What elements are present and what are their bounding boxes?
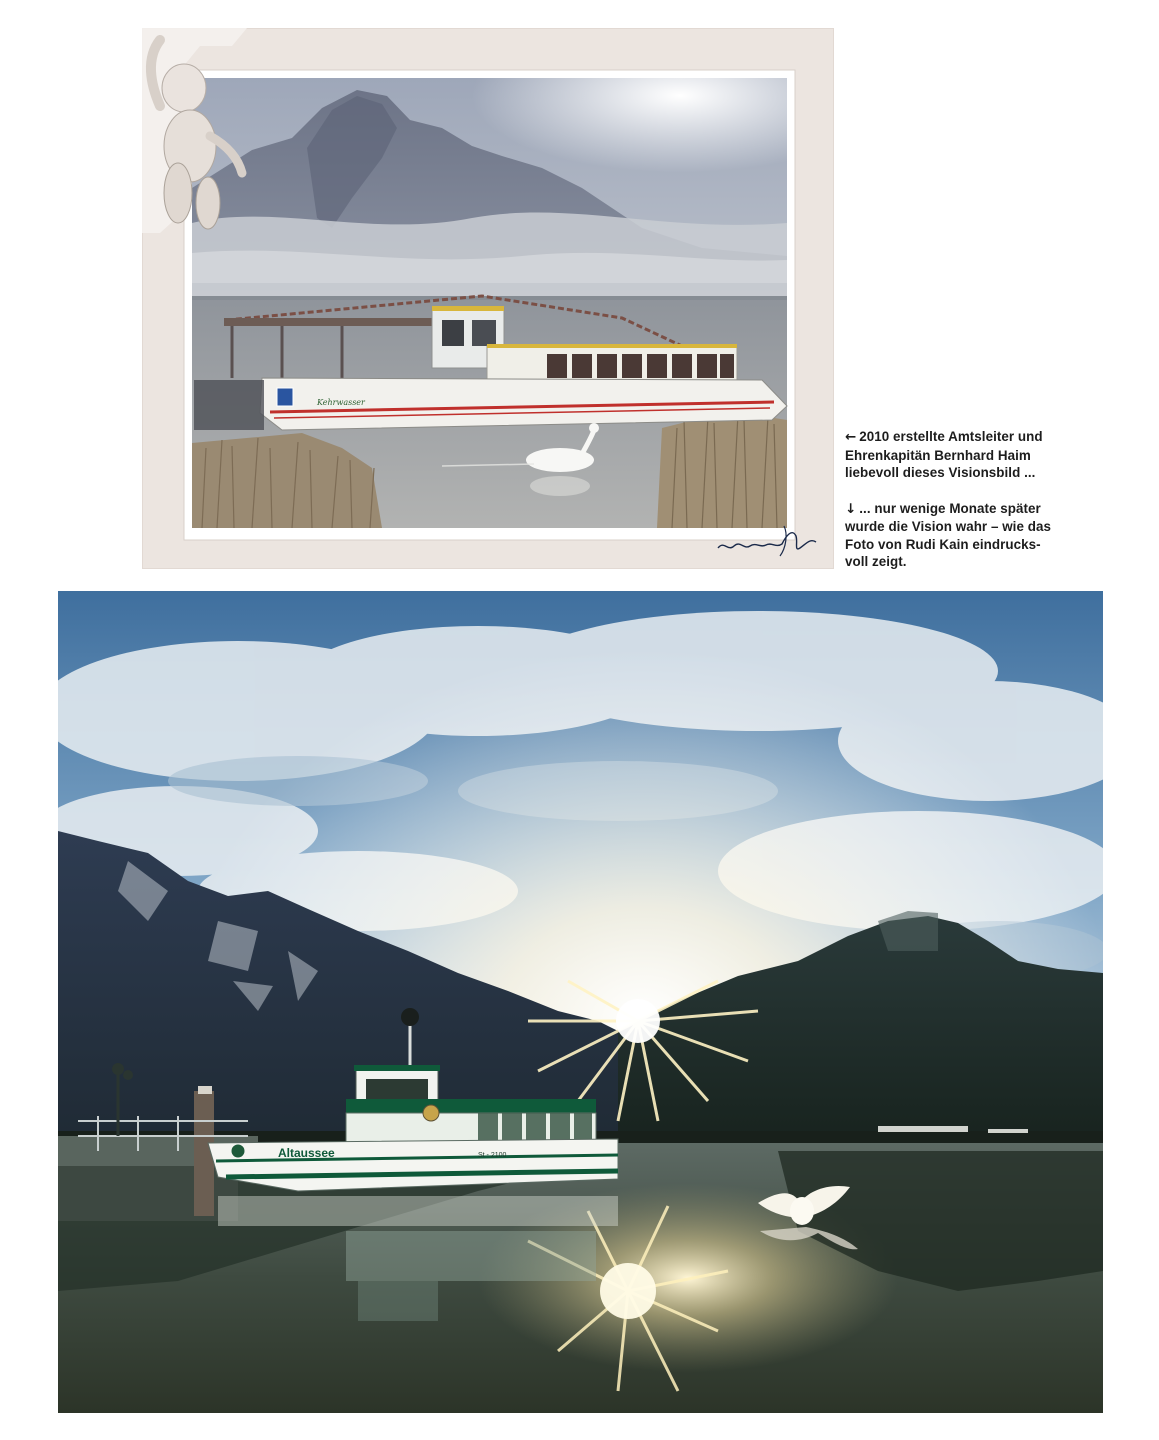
boat-name: Altaussee <box>278 1146 335 1160</box>
signature <box>714 518 824 566</box>
photo-caption <box>845 428 1105 571</box>
caption-second-paragraph <box>845 500 1105 571</box>
vision-picture-card <box>142 28 834 569</box>
caption-line: Ehrenkapitän Bernhard Haim <box>845 447 1031 463</box>
vision-boat-name: Kehrwasser <box>317 398 365 407</box>
down-arrow-icon: ↓ <box>845 501 857 517</box>
caption-line: liebevoll dieses Visionsbild ... <box>845 465 1036 480</box>
lake-photo <box>58 591 1103 1413</box>
lake-photo-scene <box>58 591 1103 1413</box>
left-arrow-icon: ← <box>845 430 857 445</box>
boat-registration: St - 2100 <box>478 1152 507 1159</box>
caption-line <box>845 428 1105 447</box>
caption-line <box>845 500 1105 519</box>
caption-first-paragraph <box>845 428 1105 482</box>
caption-line: voll zeigt. <box>845 554 907 569</box>
caption-text: ... nur wenige Monate später <box>859 500 1041 516</box>
caption-line: wurde die Vision wahr – wie das <box>845 519 1051 534</box>
vision-picture <box>142 28 834 569</box>
caption-text: 2010 erstellte Amtsleiter und <box>859 429 1043 444</box>
caption-line: Foto von Rudi Kain eindrucks- <box>845 536 1041 552</box>
